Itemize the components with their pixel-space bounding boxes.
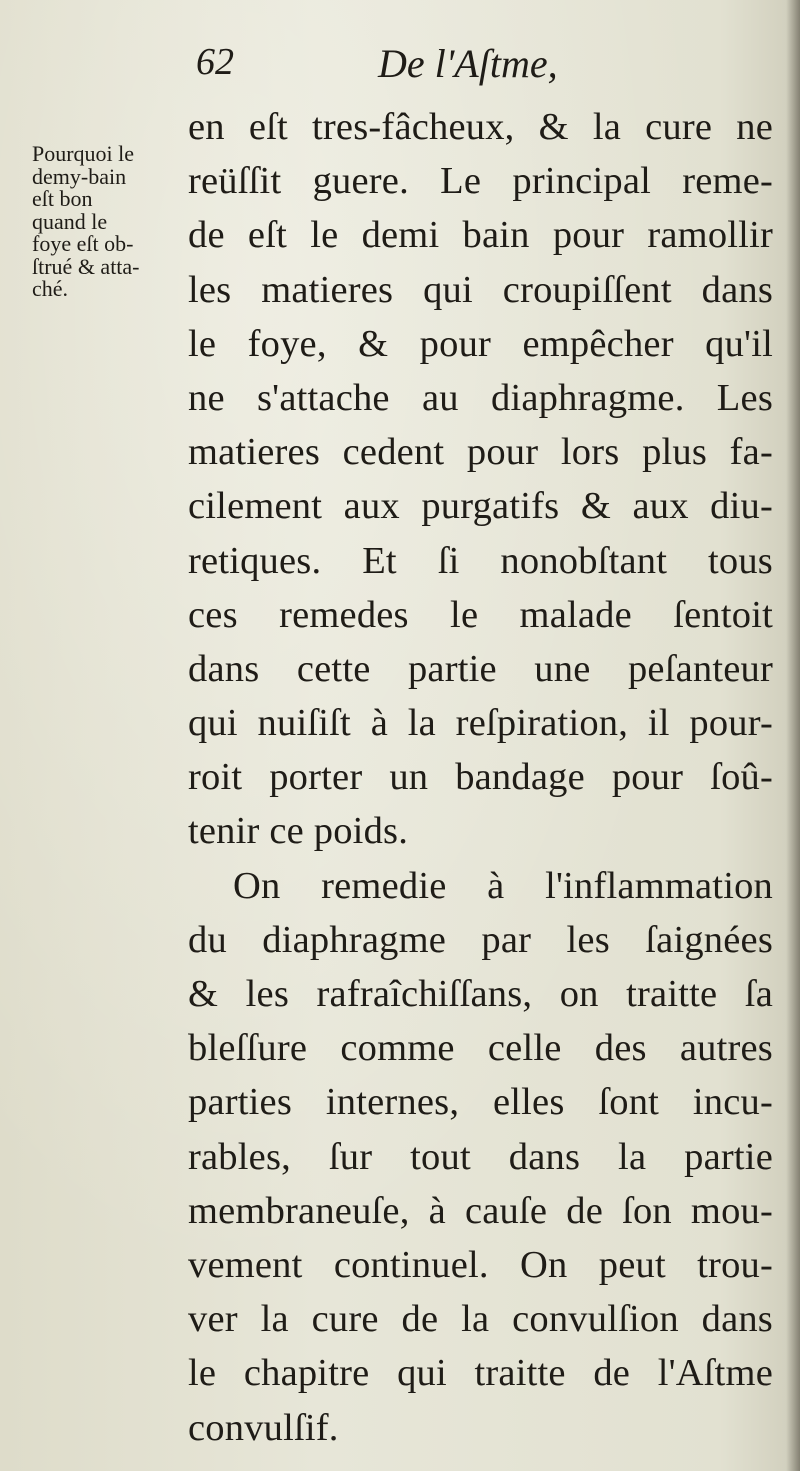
text-line: membraneuſe, à cauſe de ſon mou-: [188, 1189, 773, 1232]
text-line: les matieres qui croupiſſent dans: [188, 268, 773, 311]
page-edge-shadow: [786, 0, 800, 1471]
margin-note-line: foye eſt ob-: [32, 231, 134, 256]
text-line: ver la cure de la convulſion dans: [188, 1298, 773, 1341]
text-line: vement continuel. On peut trou-: [188, 1243, 773, 1286]
text-line: en eſt tres-fâcheux, & la cure ne: [188, 106, 773, 148]
text-line: le chapitre qui traitte de l'Aſtme: [188, 1352, 773, 1395]
text-line: parties internes, elles ſont incu-: [188, 1081, 773, 1124]
margin-note-line: ſtrué & atta-: [32, 253, 140, 279]
text-line: reüſſit guere. Le principal reme-: [188, 160, 773, 203]
margin-note: [32, 143, 182, 301]
text-line: roit porter un bandage pour ſoû-: [188, 756, 773, 799]
page-number: 62: [196, 41, 234, 83]
text-line: On remedie à l'inflammation: [233, 864, 773, 907]
text-line: ces remedes le malade ſentoit: [188, 593, 773, 636]
text-line: de eſt le demi bain pour ramollir: [188, 214, 773, 257]
margin-note-line: ché.: [32, 276, 69, 301]
text-line: ne s'attache au diaphragme. Les: [188, 376, 773, 419]
text-line: matieres cedent pour lors plus fa-: [188, 431, 773, 474]
text-line: rables, ſur tout dans la partie: [188, 1135, 773, 1178]
text-line: tenir ce poids.: [188, 810, 409, 853]
body-text: [188, 100, 773, 1455]
text-line: du diaphragme par les ſaignées: [188, 918, 773, 961]
text-line: dans cette partie une peſanteur: [188, 647, 773, 690]
text-line: retiques. Et ſi nonobſtant tous: [188, 539, 773, 582]
page-header: [196, 40, 756, 100]
text-line: le foye, & pour empêcher qu'il: [188, 322, 773, 365]
text-line: qui nuiſiſt à la reſpiration, il pour-: [188, 702, 773, 745]
text-line: bleſſure comme celle des autres: [188, 1027, 773, 1070]
margin-note-line: quand le: [32, 208, 108, 234]
margin-note-line: eſt bon: [32, 186, 93, 211]
margin-note-line: Pourquoi le: [32, 141, 135, 166]
text-line: cilement aux purgatifs & aux diu-: [188, 485, 773, 528]
text-line: convulſif.: [188, 1406, 339, 1449]
running-title: De l'Aſtme,: [378, 41, 558, 86]
text-line: & les rafraîchiſſans, on traitte ſa: [188, 973, 773, 1015]
margin-note-line: demy-bain: [32, 163, 127, 189]
